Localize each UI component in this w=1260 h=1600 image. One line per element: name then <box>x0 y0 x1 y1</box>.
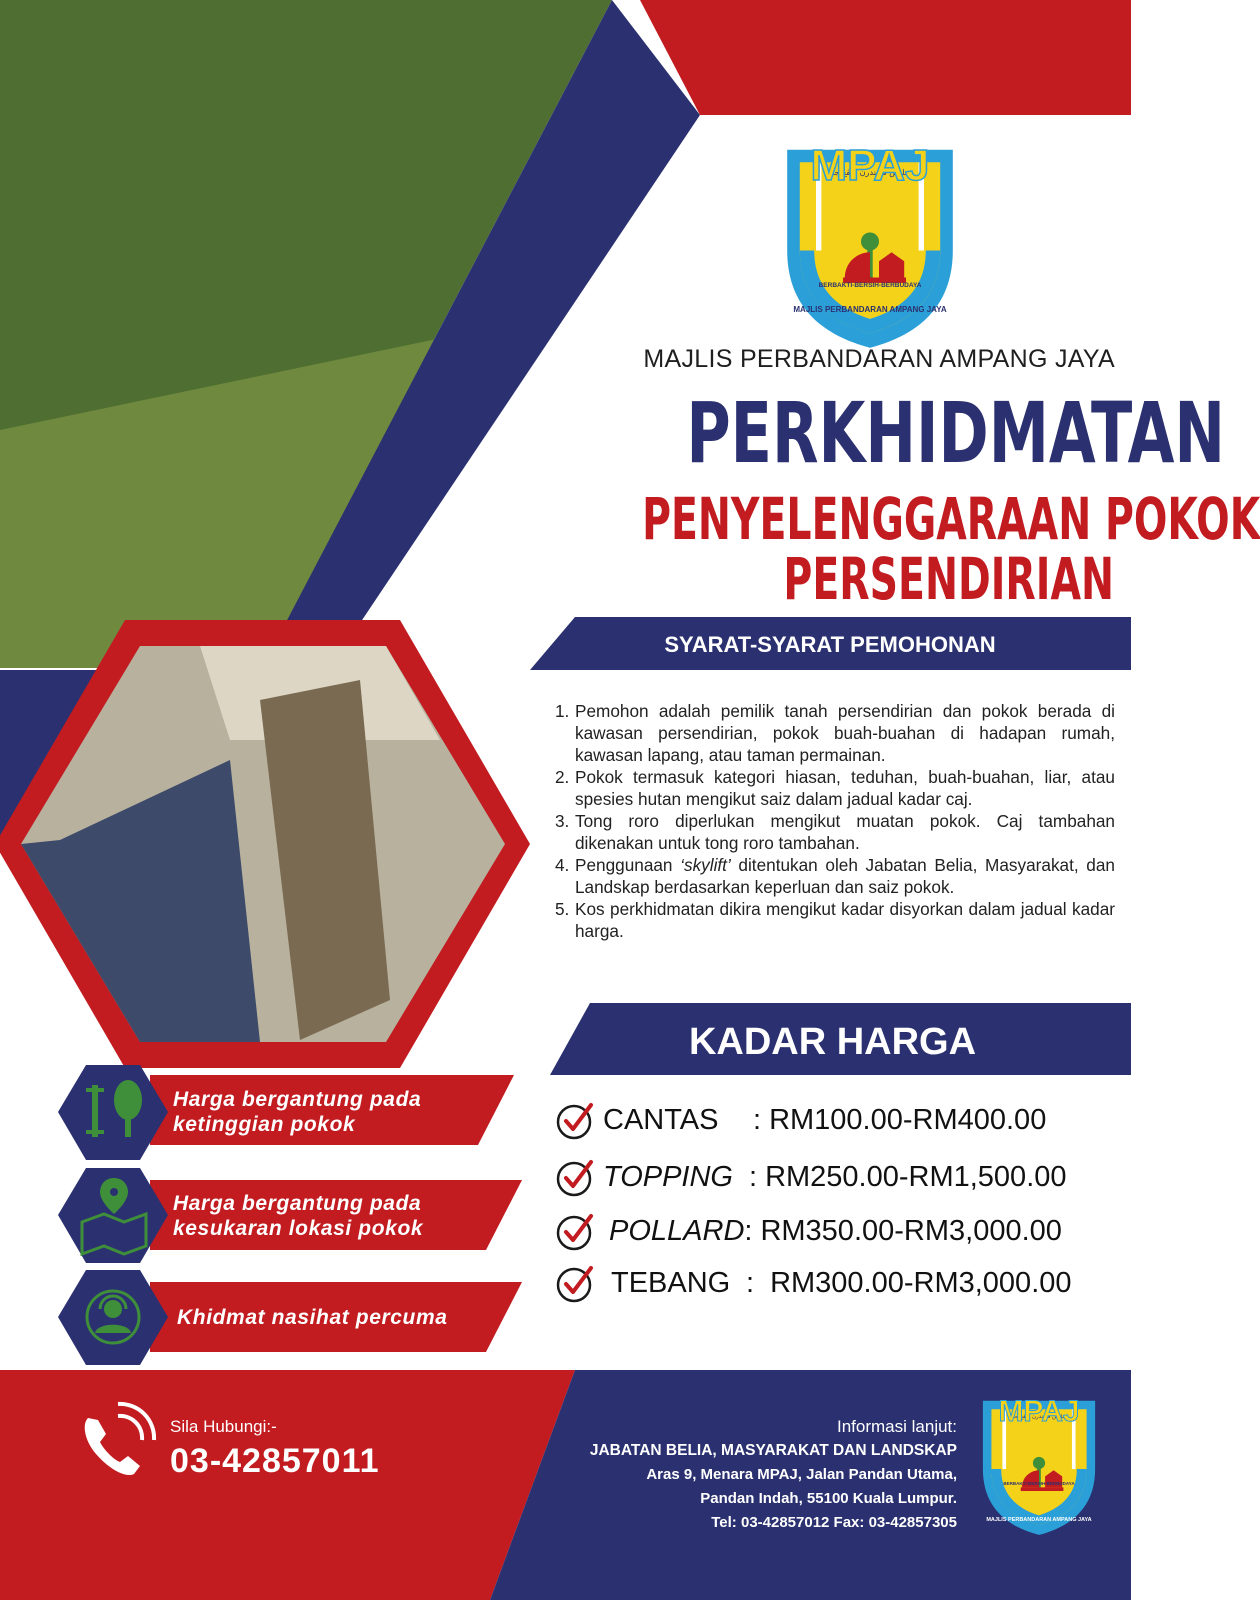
price-separator: : <box>744 1214 753 1247</box>
info-address-2: Pandan Indah, 55100 Kuala Lumpur. <box>700 1490 957 1507</box>
info-block <box>520 1415 957 1535</box>
price-separator: : <box>746 1266 755 1299</box>
logo-footer-ring-text: MAJLIS PERBANDARAN AMPANG JAYA <box>986 1517 1092 1523</box>
price-label: TEBANG <box>611 1266 731 1299</box>
check-icon <box>555 1210 597 1252</box>
price-label: CANTAS <box>603 1103 719 1136</box>
price-separator: : <box>753 1103 762 1136</box>
requirement-number: 2. <box>555 767 570 787</box>
check-icon <box>555 1262 597 1304</box>
requirements-heading: SYARAT-SYARAT PEMOHONAN <box>664 632 996 657</box>
logo-footer-motto: BERBAKTI-BERSIH-BERBUDAYA <box>1003 1481 1075 1486</box>
feature-2-line-1: Harga bergantung pada <box>173 1192 422 1215</box>
subtitle-line-2: PERSENDIRIAN <box>783 545 1114 613</box>
requirement-item <box>555 854 1115 898</box>
info-address-1: Aras 9, Menara MPAJ, Jalan Pandan Utama, <box>646 1466 957 1483</box>
check-icon <box>555 1156 597 1198</box>
price-row-topping <box>555 1152 1115 1202</box>
requirement-text <box>575 854 1115 898</box>
requirement-text: Pemohon adalah pemilik tanah persendirian dan pokok berada di kawasan persendirian, pokok buah-buahan di hadapan rumah, kawasan lapang, atau taman permainan. <box>575 701 1115 765</box>
info-label: Informasi lanjut: <box>837 1417 957 1436</box>
logo-ring-text: MAJLIS PERBANDARAN AMPANG JAYA <box>793 305 947 314</box>
price-value: RM350.00-RM3,000.00 <box>760 1214 1062 1247</box>
price-value: RM100.00-RM400.00 <box>769 1103 1047 1136</box>
skylift-term: ‘skylift’ <box>680 855 731 875</box>
price-value: RM250.00-RM1,500.00 <box>765 1160 1067 1193</box>
feature-3-line-1: Khidmat nasihat percuma <box>177 1306 448 1329</box>
requirement-text: Kos perkhidmatan dikira mengikut kadar disyorkan dalam jadual kadar harga. <box>575 899 1115 941</box>
requirement-text: Tong roro diperlukan mengikut muatan pokok. Caj tambahan dikenakan untuk tong roro tambahan. <box>575 811 1115 853</box>
requirement-number: 3. <box>555 811 570 831</box>
contact-label: Sila Hubungi:- <box>170 1417 277 1436</box>
price-label: TOPPING <box>603 1160 733 1193</box>
feature-2-line-2: kesukaran lokasi pokok <box>173 1217 424 1240</box>
price-row-cantas <box>555 1095 1115 1145</box>
requirement-number: 1. <box>555 701 570 721</box>
requirements-list <box>555 700 1115 942</box>
feature-1-text <box>173 1087 493 1137</box>
requirement-item <box>555 810 1115 854</box>
info-phone-fax: Tel: 03-42857012 Fax: 03-42857305 <box>711 1514 957 1531</box>
organization-name: MAJLIS PERBANDARAN AMPANG JAYA <box>643 345 1115 373</box>
requirement-text: Pokok termasuk kategori hiasan, teduhan, buah-buahan, liar, atau spesies hutan mengikut saiz dalam jadual kadar caj. <box>575 767 1115 809</box>
requirement-number: 5. <box>555 899 570 919</box>
requirement-item <box>555 700 1115 766</box>
contact-phone[interactable]: 03-42857011 <box>170 1442 380 1480</box>
feature-2-text <box>173 1191 493 1241</box>
price-value: RM300.00-RM3,000.00 <box>770 1266 1072 1299</box>
requirement-item <box>555 766 1115 810</box>
subtitle-line-1: PENYELENGGARAAN POKOK <box>642 485 1260 553</box>
price-row-tebang <box>555 1258 1115 1308</box>
logo-text: MPAJ <box>810 141 930 190</box>
price-label: POLLARD <box>609 1214 745 1247</box>
top-red-band <box>640 0 1131 115</box>
requirement-text-after: ditentukan oleh Jabatan Belia, Masyarakat, dan Landskap berdasarkan keperluan dan saiz pokok. <box>575 855 1115 897</box>
feature-1-line-1: Harga bergantung pada <box>173 1088 422 1111</box>
feature-1-line-2: ketinggian pokok <box>173 1113 356 1136</box>
feature-3-text <box>177 1305 497 1330</box>
price-separator: : <box>749 1160 758 1193</box>
requirement-text-before: Penggunaan <box>575 855 681 875</box>
pricing-heading: KADAR HARGA <box>688 1021 977 1063</box>
requirement-item <box>555 898 1115 942</box>
check-icon <box>555 1099 597 1141</box>
footer-red <box>0 1370 575 1600</box>
logo-motto: BERBAKTI-BERSIH-BERBUDAYA <box>818 282 922 289</box>
requirement-number: 4. <box>555 855 570 875</box>
page-title: PERKHIDMATAN <box>686 384 1226 482</box>
price-row-pollard <box>555 1206 1115 1256</box>
info-department: JABATAN BELIA, MASYARAKAT DAN LANDSKAP <box>589 1442 957 1459</box>
logo-footer-text: MPAJ <box>998 1395 1080 1428</box>
